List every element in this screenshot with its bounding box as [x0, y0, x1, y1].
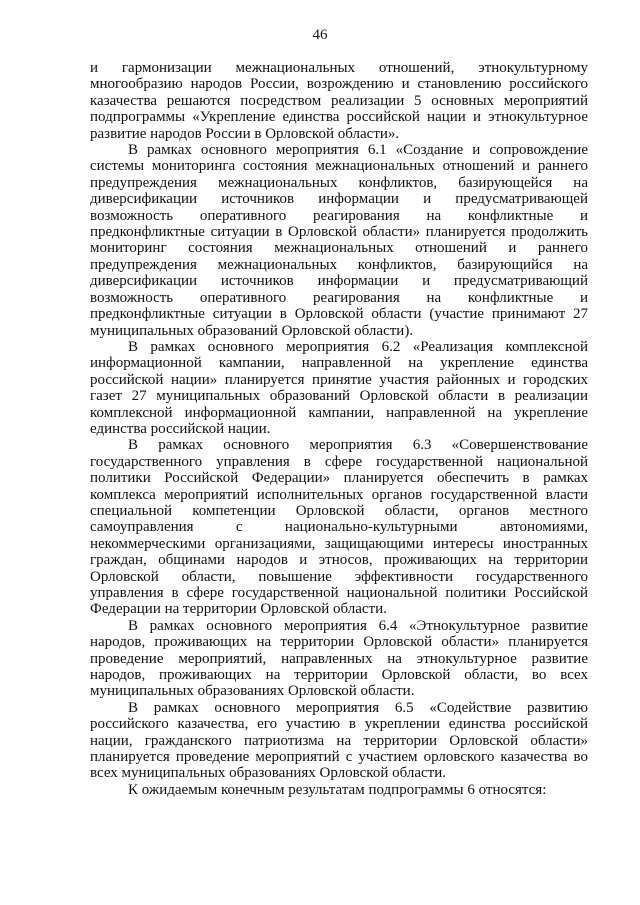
paragraph-measure-6-4: В рамках основного мероприятия 6.4 «Этнокультурное развитие народов, проживающих на территории Орловской области» планируется проведение мероприятий, направленных на этнокультурное развитие народов, проживающих на территории Орловской области, во всех муниципальных образованиях Орловской области. — [90, 617, 588, 700]
paragraph-measure-6-5: В рамках основного мероприятия 6.5 «Содействие развитию российского казачества, его участию в укреплении единства российской нации, гражданского патриотизма на территории Орловской области» планируется проведение мероприятий с участием орловского казачества во всех муниципальных образованиях Орловской области. — [90, 699, 588, 782]
paragraph-measure-6-2: В рамках основного мероприятия 6.2 «Реализация комплексной информационной кампании, направленной на укрепление единства российской нации» планируется принятие участия районных и городских газет 27 муниципальных образований Орловской области в реализации комплексной информационной кампании, направленной на укрепление единства российской нации. — [90, 338, 588, 437]
document-body — [90, 60, 588, 798]
paragraph-expected-results: К ожидаемым конечным результатам подпрограммы 6 относятся: — [128, 781, 547, 798]
paragraph-measure-6-1: В рамках основного мероприятия 6.1 «Создание и сопровождение системы мониторинга состояния межнациональных отношений и раннего предупреждения межнациональных конфликтов, базирующейся на диверсификации источников информации и предусматривающей возможность оперативного реагирования на конфликтные и предконфликтные ситуации в Орловской области» планируется продолжить мониторинг состояния межнациональных отношений и раннего предупреждения межнациональных конфликтов, базирующийся на диверсификации источников информации и предусматривающий возможность оперативного реагирования на конфликтные и предконфликтные ситуации в Орловской области (участие принимают 27 муниципальных образований Орловской области). — [90, 142, 588, 339]
page-number: 46 — [312, 27, 328, 43]
paragraph-continuation: и гармонизации межнациональных отношений, этнокультурному многообразию народов России, возрождению и становлению российского казачества решаются посредством реализации 5 основных мероприятий подпрограммы «Укрепление единства российской нации и этнокультурное развитие народов России в Орловской области». — [90, 60, 588, 142]
paragraph-measure-6-3: В рамках основного мероприятия 6.3 «Совершенствование государственного управления в сфере государственной национальной политики Российской Федерации» планируется обеспечить в рамках комплекса мероприятий исполнительных органов государственной власти специальной компетенции Орловской области, органов местного самоуправления с национально-культурными автономиями, некоммерческими организациями, защищающими интересы иностранных граждан, общинами народов и этносов, проживающих на территории Орловской области, повышение эффективности государственного управления в сфере государственной национальной политики Российской Федерации на территории Орловской области. — [90, 437, 588, 618]
